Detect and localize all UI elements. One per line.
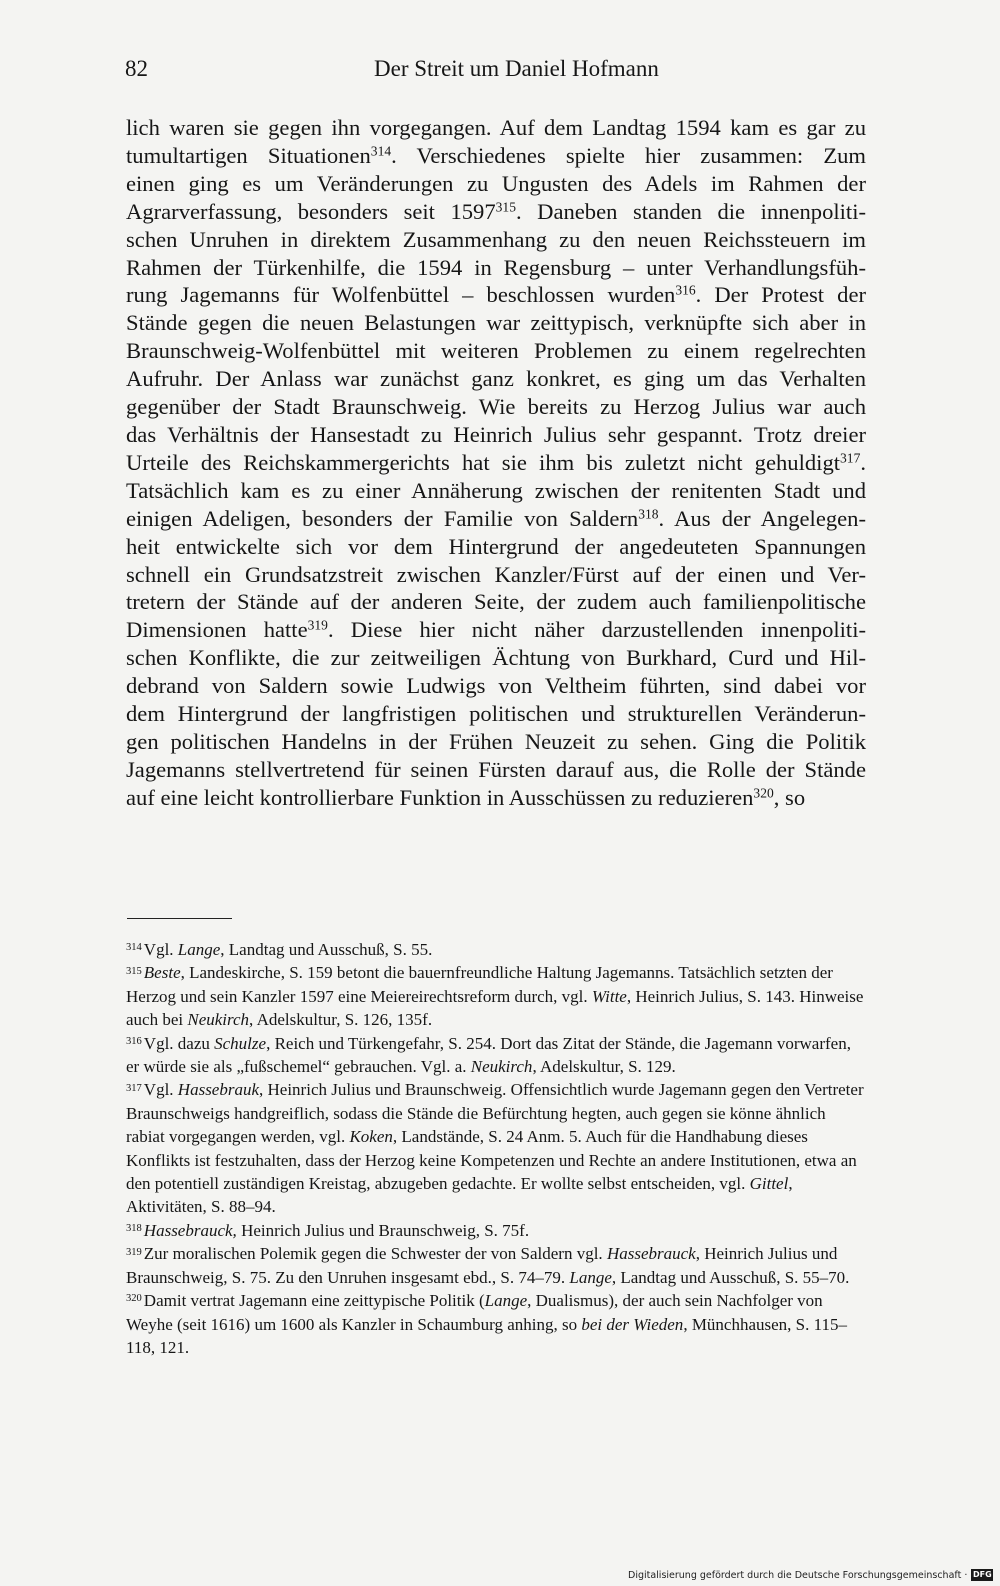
footnote-reference: 317 [840,450,861,466]
footnote-number: 317 [126,1082,142,1094]
footnote-number: 318 [126,1223,142,1235]
footnote-number: 316 [126,1035,142,1047]
body-line [126,281,866,309]
text-segment: heit entwickelte sich vor dem Hintergrund der angedeuteten Spannungen [126,533,866,559]
body-line [126,337,866,365]
cited-author: Gittel [749,1174,789,1194]
cited-author: Hassebrauck, [143,1220,237,1240]
body-line [126,365,866,393]
dfg-logo-icon: DFG [973,1570,992,1579]
text-segment: gegenüber der Stadt Braunschweig. Wie bereits zu Herzog Julius war auch [126,394,866,420]
cited-author: Hassebrauck [606,1244,696,1264]
footnote-317 [126,1078,866,1218]
cited-author: Schulze [214,1033,267,1053]
cited-author: Lange [484,1291,528,1311]
footnote-divider [127,918,232,919]
text-segment: Agrarverfassung, besonders seit 1597 [126,198,496,224]
text-segment: das Verhältnis der Hansestadt zu Heinrich Julius sehr gespannt. Trotz dreier [126,421,866,447]
body-line [126,170,866,198]
text-segment: Dimensionen hatte [126,617,308,643]
footnote-316 [126,1032,866,1079]
body-line [126,728,866,756]
text-segment: debrand von Saldern sowie Ludwigs von Veltheim führten, sind dabei vor [126,673,866,699]
text-segment: lich waren sie gegen ihn vorgegangen. Auf dem Landtag 1594 kam es gar zu [126,115,866,140]
body-line [126,561,866,589]
text-segment: schnell ein Grundsatzstreit zwischen Kanzler/Fürst auf der einen und Ver- [126,561,866,587]
cited-author: Hassebrauk [177,1080,260,1100]
cited-author: Koken [349,1127,393,1147]
body-line [126,114,866,142]
body-line [126,309,866,337]
cited-author: Neukirch [187,1010,250,1030]
text-segment: tretern der Stände auf der anderen Seite, der zudem auch familienpolitische [126,589,866,615]
cited-author: Neukirch [470,1057,533,1077]
body-line [126,393,866,421]
footnote-number: 320 [126,1293,142,1305]
funding-note: Digitalisierung gefördert durch die Deutsche Forschungsgemeinschaft · [628,1569,968,1581]
text-segment: Urteile des Reichskammergerichts hat sie ihm bis zuletzt nicht gehuldigt [126,449,841,475]
body-line [126,254,866,282]
footnote-text: , Reich und Türkengefahr, S. 254. Dort das Zitat der Stände, die Jagemann vorwarfen, er würde sie als „fußschemel“ gebrauchen. Vgl. a. [126,1033,851,1077]
body-line [126,533,866,561]
footnote-reference: 316 [675,282,696,298]
text-segment: Braunschweig-Wolfenbüttel mit weiteren Problemen zu einem regelrechten [126,338,866,364]
cited-author: Lange [177,940,221,959]
body-line [126,142,866,170]
text-segment: Stände gegen die neuen Belastungen war zeittypisch, verknüpfte sich aber in [126,310,866,336]
footnote-319 [126,1242,866,1289]
body-line [126,477,866,505]
footnote-reference: 318 [638,506,659,522]
footnote-text: , Landtag und Ausschuß, S. 55–70. [611,1267,850,1287]
text-segment: Rahmen der Türkenhilfe, die 1594 in Regensburg – unter Verhandlungsfüh- [126,254,866,280]
text-segment: Jagemanns stellvertretend für seinen Fürsten darauf aus, die Rolle der Stände [126,756,866,782]
cited-author: Witte [591,986,627,1006]
cited-author: bei der Wieden [581,1314,684,1334]
footnote-number: 315 [126,965,142,977]
cited-author: Beste [143,963,181,983]
footnote-314 [126,938,866,961]
running-title: Der Streit um Daniel Hofmann [374,56,659,81]
text-segment: . Daneben standen die innenpoliti- [515,198,866,224]
text-segment: gen politischen Handelns in der Frühen Neuzeit zu sehen. Ging die Politik [126,728,866,754]
footnote-text: , Dualismus), der auch sein Nachfolger von Weyhe (seit 1616) um 1600 als Kanzler in Schaumburg anhing, so [126,1291,823,1334]
body-line [126,644,866,672]
body-line [126,784,866,812]
footnote-text: , Landtag und Ausschuß, S. 55. [220,940,433,959]
text-segment: . Verschiedenes spielte hier zusammen: Zum [391,142,866,168]
footnote-315 [126,961,866,1031]
page-header [125,56,865,88]
text-segment: . Diese hier nicht näher darzustellenden innenpoliti- [327,617,866,643]
footnote-text: Vgl. [143,1080,178,1100]
footnote-number: 319 [126,1246,142,1258]
text-segment: schen Konflikte, die zur zeitweiligen Ächtung von Burkhard, Curd und Hil- [126,645,866,671]
body-line [126,672,866,700]
footnote-text: Vgl. [143,940,178,959]
footnote-text: Zur moralischen Polemik gegen die Schwester der von Saldern vgl. [143,1244,607,1264]
body-line [126,756,866,784]
footnote-text: , Landstände, S. 24 Anm. 5. Auch für die Handhabung dieses Konflikts ist festzuhalten, dass der Herzog keine Kompetenzen und Rechte an andere Institutionen, etwa an den potentiell zuständigen Kreistag, abzugeben gedachte. Er wollte selbst entscheiden, vgl. [126,1127,857,1194]
footnote-text: , Heinrich Julius und Braunschweig. Offensichtlich wurde Jagemann gegen den Vertreter Braunschweigs handgreiflich, sodass die Stände die Befürchtung hegten, auch gegen sie könne ähnlich rabiat vorgegangen werden, vgl. [126,1080,864,1147]
body-line [126,700,866,728]
text-segment: Aufruhr. Der Anlass war zunächst ganz konkret, es ging um das Verhalten [126,366,866,392]
footnote-text: , Heinrich Julius und Braunschweig, S. 75. Zu den Unruhen insgesamt ebd., S. 74–79. [126,1244,838,1287]
footnote-318 [126,1219,866,1242]
body-line [126,198,866,226]
footnote-reference: 320 [753,785,774,801]
footnote-text: , Adelskultur, S. 129. [532,1057,676,1077]
footnote-text: Damit vertrat Jagemann eine zeittypische Politik ( [143,1291,485,1311]
footnote-reference: 319 [307,617,328,633]
page-footer [628,1566,993,1584]
footnote-reference: 314 [370,143,392,159]
body-line [126,505,866,533]
page-number: 82 [125,56,148,81]
body-line [126,449,866,477]
body-text [126,114,866,812]
text-segment: . [860,449,866,475]
footnote-text: , Adelskultur, S. 126, 135f. [249,1010,433,1030]
footnotes [126,938,866,1359]
text-segment: tumultartigen Situationen [126,142,371,168]
footnote-text: Vgl. dazu [143,1033,215,1053]
text-segment: einigen Adeligen, besonders der Familie von Saldern [126,505,639,531]
text-segment: . Aus der Angelegen- [658,505,866,531]
footnote-320 [126,1289,866,1359]
footnote-reference: 315 [495,199,516,215]
text-segment: , so [773,784,806,810]
text-segment: schen Unruhen in direktem Zusammenhang zu den neuen Reichssteuern im [126,226,866,252]
text-segment: einen ging es um Veränderungen zu Ungusten des Adels im Rahmen der [126,170,866,196]
text-segment: dem Hintergrund der langfristigen politischen und strukturellen Veränderun- [126,701,866,727]
footnote-text: , Heinrich Julius, S. 143. Hinweise auch bei [126,986,864,1030]
text-segment: auf eine leicht kontrollierbare Funktion in Ausschüssen zu reduzieren [126,784,754,810]
footnote-text: , Münchhausen, S. 115–118, 121. [126,1314,848,1357]
footnote-text: , Aktivitäten, S. 88–94. [126,1174,793,1217]
text-segment: Tatsächlich kam es zu einer Annäherung zwischen der renitenten Stadt und [126,477,866,503]
footnote-number: 314 [126,942,142,954]
cited-author: Lange [569,1267,612,1287]
footnote-text: , Landeskirche, S. 159 betont die bauernfreundliche Haltung Jagemanns. Tatsächlich setzten der Herzog und sein Kanzler 1597 eine Meiereirechtsreform durch, vgl. [126,963,833,1006]
text-segment: . Der Protest der [695,282,866,308]
body-line [126,421,866,449]
body-line [126,588,866,616]
body-line [126,616,866,644]
footnote-text: Heinrich Julius und Braunschweig, S. 75f. [236,1220,530,1240]
body-line [126,226,866,254]
text-segment: rung Jagemanns für Wolfenbüttel – beschlossen wurden [126,282,676,308]
